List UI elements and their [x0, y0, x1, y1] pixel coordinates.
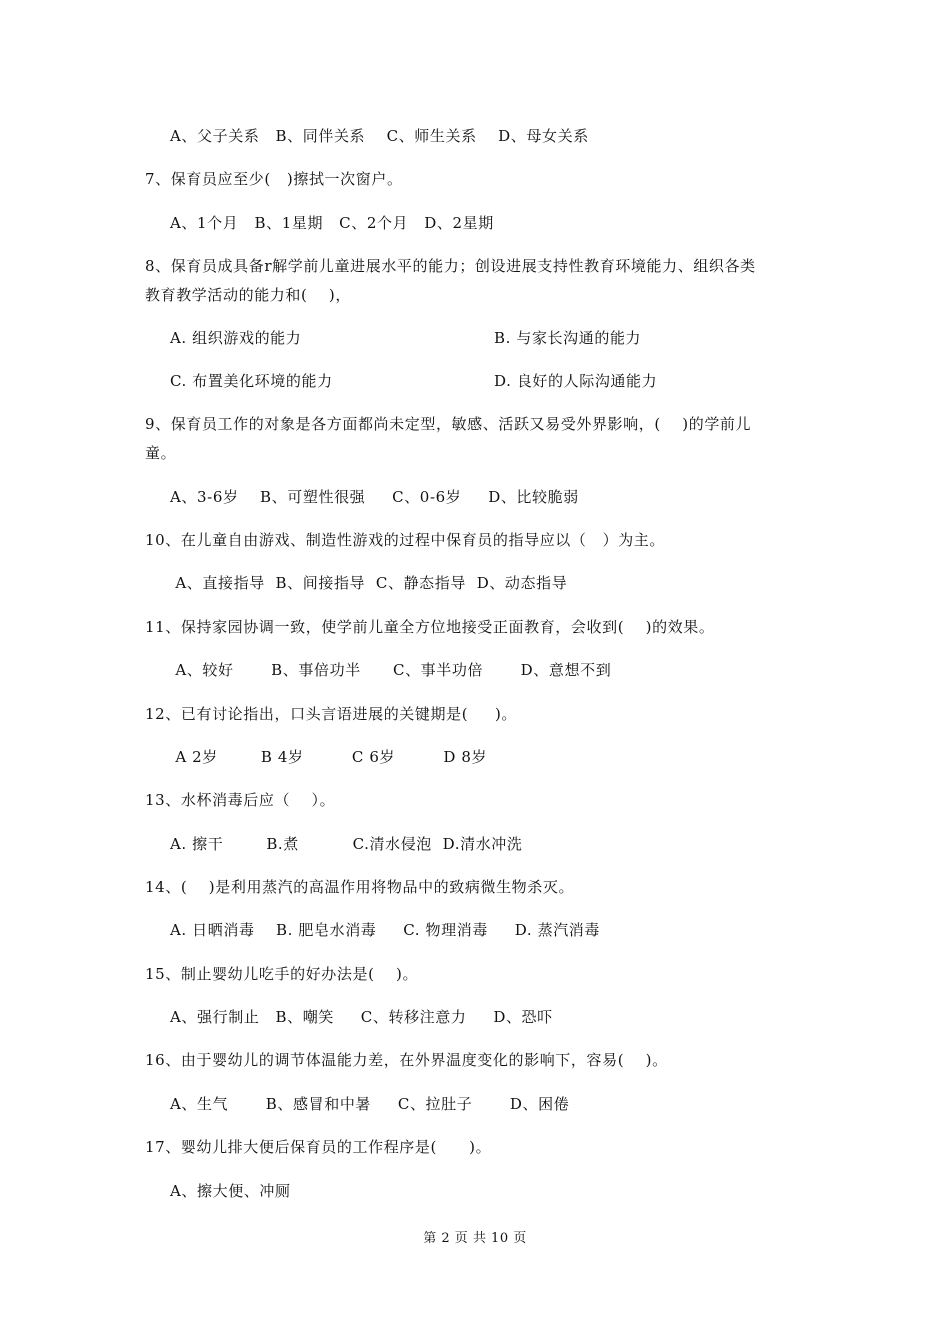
q8-option-a: A. 组织游戏的能力 — [170, 329, 302, 347]
question-10: 10、在儿童自由游戏、制造性游戏的过程中保育员的指导应以（ ）为主。 — [145, 531, 665, 549]
question-16: 16、由于婴幼儿的调节体温能力差，在外界温度变化的影响下，容易( )。 — [145, 1051, 668, 1069]
q10-options: A、直接指导 B、间接指导 C、静态指导 D、动态指导 — [170, 574, 568, 592]
question-12: 12、已有讨论指出，口头言语进展的关键期是( )。 — [145, 705, 518, 723]
q9-options: A、3-6岁 B、可塑性很强 C、0-6岁 D、比较脆弱 — [170, 488, 579, 506]
question-13: 13、水杯消毒后应（ ）。 — [145, 791, 336, 809]
q14-options: A. 日晒消毒 B. 肥皂水消毒 C. 物理消毒 D. 蒸汽消毒 — [170, 921, 600, 939]
question-9-line-2: 童。 — [145, 444, 177, 462]
q15-options: A、强行制止 B、嘲笑 C、转移注意力 D、恐吓 — [170, 1008, 553, 1026]
question-8-line-2: 教育教学活动的能力和( )， — [145, 286, 351, 304]
q11-options: A、较好 B、事倍功半 C、事半功倍 D、意想不到 — [170, 661, 612, 679]
question-11: 11、保持家园协调一致，使学前儿童全方位地接受正面教育，会收到( )的效果。 — [145, 618, 715, 636]
question-9-line-1: 9、保育员工作的对象是各方面都尚未定型，敏感、活跃又易受外界影响，( )的学前儿 — [145, 415, 752, 433]
q8-option-b: B. 与家长沟通的能力 — [494, 329, 642, 347]
question-17: 17、婴幼儿排大便后保育员的工作程序是( )。 — [145, 1138, 492, 1156]
question-15: 15、制止婴幼儿吃手的好办法是( )。 — [145, 965, 419, 983]
page-footer: 第 2 页 共 10 页 — [423, 1231, 527, 1246]
q7-options: A、1个月 B、1星期 C、2个月 D、2星期 — [170, 214, 494, 232]
q8-option-c: C. 布置美化环境的能力 — [170, 372, 333, 390]
q16-options: A、生气 B、感冒和中暑 C、拉肚子 D、困倦 — [170, 1095, 570, 1113]
q12-options: A 2岁 B 4岁 C 6岁 D 8岁 — [170, 748, 488, 766]
question-14: 14、( )是利用蒸汽的高温作用将物品中的致病微生物杀灭。 — [145, 878, 575, 896]
question-7: 7、保育员应至少( )擦拭一次窗户。 — [145, 170, 403, 188]
q6-options: A、父子关系 B、同伴关系 C、师生关系 D、母女关系 — [170, 127, 589, 145]
question-8-line-1: 8、保育员成具备r解学前儿童进展水平的能力；创设进展支持性教育环境能力、组织各类 — [145, 257, 756, 275]
q13-options: A. 擦干 B.煮 C.清水侵泡 D.清水冲洗 — [170, 835, 523, 853]
q8-option-d: D. 良好的人际沟通能力 — [494, 372, 658, 390]
q17-option-a: A、擦大便、冲厕 — [170, 1182, 291, 1200]
